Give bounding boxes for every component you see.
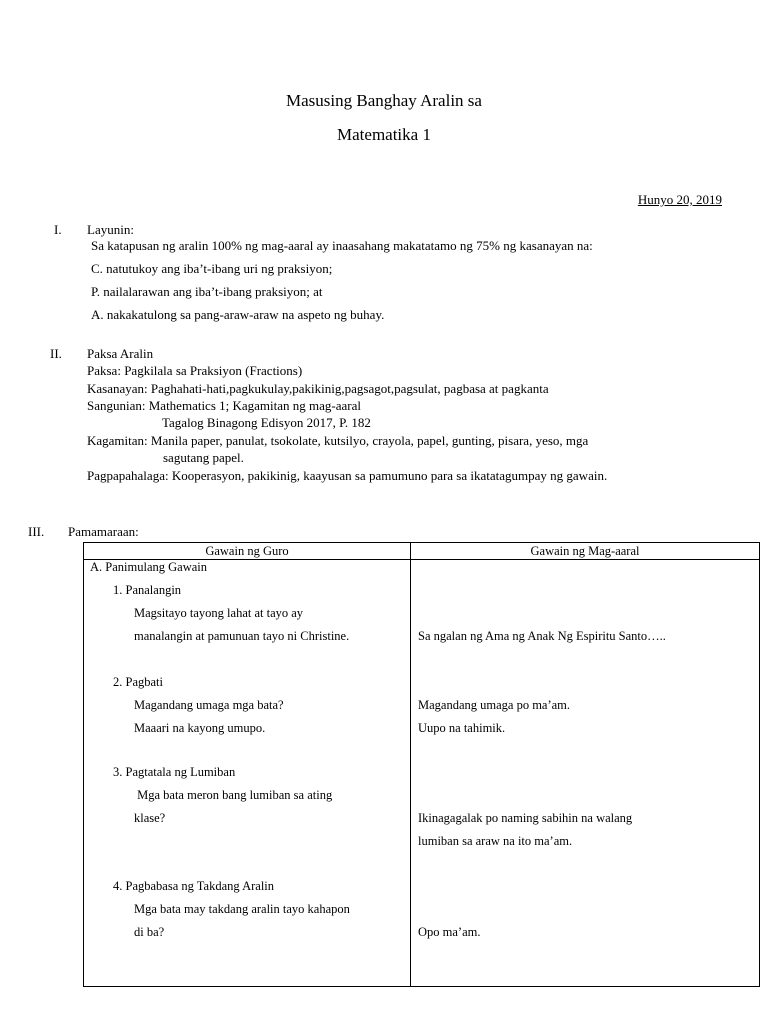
step-title: 4. Pagbabasa ng Takdang Aralin bbox=[113, 879, 275, 893]
teacher-line: klase? bbox=[134, 811, 166, 825]
kagamitan-line1: Kagamitan: Manila paper, panulat, tsokolate, kutsilyo, crayola, papel, gunting, pisara, yeso, mga bbox=[87, 433, 589, 448]
page-title-line2: Matematika 1 bbox=[337, 125, 431, 144]
section2-numeral: II. bbox=[50, 346, 62, 361]
kasanayan-line: Kasanayan: Paghahati-hati,pagkukulay,pakikinig,pagsagot,pagsulat, pagbasa at pagkanta bbox=[87, 381, 549, 396]
student-column bbox=[411, 560, 760, 987]
section3-numeral: III. bbox=[28, 524, 45, 539]
part-a-heading: A. Panimulang Gawain bbox=[90, 560, 207, 574]
page-title-line1: Masusing Banghay Aralin sa bbox=[286, 91, 482, 110]
section1-heading: Layunin: bbox=[87, 222, 134, 237]
student-line: Ikinagagalak po naming sabihin na walang bbox=[418, 811, 633, 825]
section1-numeral: I. bbox=[54, 222, 62, 237]
teacher-column bbox=[84, 560, 411, 987]
student-line: Opo ma’am. bbox=[418, 925, 481, 939]
teacher-line: Maaari na kayong umupo. bbox=[134, 721, 266, 735]
section2-heading: Paksa Aralin bbox=[87, 346, 154, 361]
teacher-line: manalangin at pamunuan tayo ni Christine. bbox=[134, 629, 350, 643]
teacher-line: di ba? bbox=[134, 925, 165, 939]
student-line: Sa ngalan ng Ama ng Anak Ng Espiritu Santo….. bbox=[418, 629, 666, 643]
step-title: 3. Pagtatala ng Lumiban bbox=[113, 765, 236, 779]
section1-intro: Sa katapusan ng aralin 100% ng mag-aaral ay inaasahang makatatamo ng 75% ng kasanayan na: bbox=[91, 238, 593, 253]
pagpapahalaga-line: Pagpapahalaga: Kooperasyon, pakikinig, kaayusan sa pamumuno para sa ikatatagumpay ng gawain. bbox=[87, 468, 608, 483]
step-title: 1. Panalangin bbox=[113, 583, 182, 597]
teacher-line: Magandang umaga mga bata? bbox=[134, 698, 284, 712]
objective-c: C. natutukoy ang iba’t-ibang uri ng praksiyon; bbox=[91, 261, 333, 276]
procedure-table bbox=[83, 542, 760, 987]
student-line: Magandang umaga po ma’am. bbox=[418, 698, 571, 712]
paksa-line: Paksa: Pagkilala sa Praksiyon (Fractions) bbox=[87, 363, 303, 378]
teacher-line: Mga bata may takdang aralin tayo kahapon bbox=[134, 902, 350, 916]
column-header-teacher: Gawain ng Guro bbox=[84, 543, 411, 560]
column-header-student: Gawain ng Mag-aaral bbox=[411, 543, 760, 560]
student-line: lumiban sa araw na ito ma’am. bbox=[418, 834, 573, 848]
kagamitan-line2: sagutang papel. bbox=[163, 450, 244, 465]
teacher-line: Magsitayo tayong lahat at tayo ay bbox=[134, 606, 304, 620]
lesson-date: Hunyo 20, 2019 bbox=[637, 192, 722, 207]
objective-a: A. nakakatulong sa pang-araw-araw na aspeto ng buhay. bbox=[91, 307, 385, 322]
teacher-line: Mga bata meron bang lumiban sa ating bbox=[134, 788, 333, 802]
section3-heading: Pamamaraan: bbox=[68, 524, 139, 539]
step-title: 2. Pagbati bbox=[113, 675, 163, 689]
sangunian-line2: Tagalog Binagong Edisyon 2017, P. 182 bbox=[162, 415, 371, 430]
sangunian-line1: Sangunian: Mathematics 1; Kagamitan ng mag-aaral bbox=[87, 398, 361, 413]
student-line: Uupo na tahimik. bbox=[418, 721, 506, 735]
objective-p: P. nailalarawan ang iba’t-ibang praksiyon; at bbox=[91, 284, 323, 299]
